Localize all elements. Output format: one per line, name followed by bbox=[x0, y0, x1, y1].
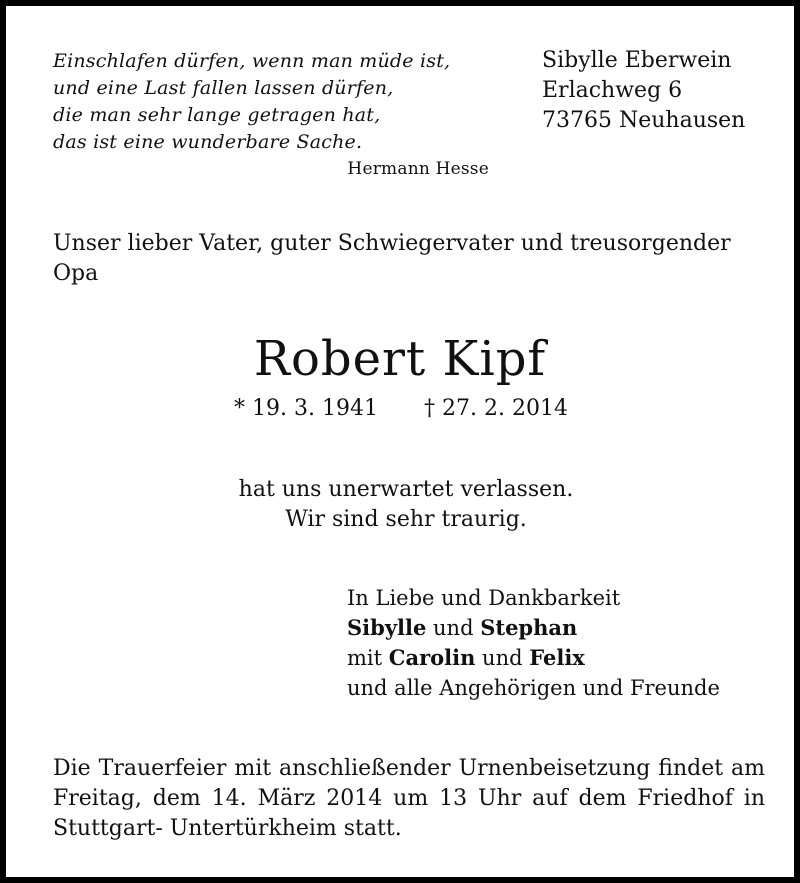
family-member-name: Sibylle bbox=[347, 615, 427, 640]
signature-line bbox=[347, 613, 720, 643]
signature-others: und alle Angehörigen und Freunde bbox=[347, 676, 720, 700]
signature-heading: In Liebe und Dankbarkeit bbox=[347, 586, 621, 610]
poem-author: Hermann Hesse bbox=[347, 159, 489, 179]
deceased-name: Robert Kipf bbox=[253, 331, 547, 387]
address-street: Erlachweg 6 bbox=[542, 78, 683, 103]
poem-line: Einschlafen dürfen, wenn man müde ist, bbox=[53, 50, 451, 72]
message-line: hat uns unerwartet verlassen. bbox=[238, 477, 574, 502]
signature-line bbox=[347, 643, 720, 673]
funeral-details: Die Trauerfeier mit anschließender Urnenbeisetzung findet am Freitag, dem 14. März 2014 um 13 Uhr auf dem Friedhof in Stuttgart- Untertürkheim statt. bbox=[53, 756, 765, 841]
contact-address bbox=[542, 46, 745, 136]
farewell-message bbox=[6, 475, 800, 535]
family-member-name: Stephan bbox=[480, 615, 578, 640]
death-date: † 27. 2. 2014 bbox=[424, 396, 568, 421]
poem-line: und eine Last fallen lassen dürfen, bbox=[53, 77, 394, 99]
family-signature bbox=[347, 583, 720, 703]
birth-date: * 19. 3. 1941 bbox=[234, 396, 378, 421]
connector-text: und bbox=[426, 616, 481, 640]
poem-line: die man sehr lange getragen hat, bbox=[53, 104, 381, 126]
connector-text: mit bbox=[347, 646, 389, 670]
family-member-name: Carolin bbox=[388, 645, 476, 670]
connector-text: und bbox=[475, 646, 530, 670]
family-member-name: Felix bbox=[529, 645, 585, 670]
poem-quote bbox=[53, 48, 513, 182]
intro-text: Unser lieber Vater, guter Schwiegervater und treusorgender Opa bbox=[53, 231, 731, 286]
message-line: Wir sind sehr traurig. bbox=[285, 507, 527, 532]
poem-line: das ist eine wunderbare Sache. bbox=[53, 131, 363, 153]
address-name: Sibylle Eberwein bbox=[542, 48, 732, 73]
address-city: 73765 Neuhausen bbox=[542, 108, 746, 133]
life-dates bbox=[234, 394, 594, 424]
